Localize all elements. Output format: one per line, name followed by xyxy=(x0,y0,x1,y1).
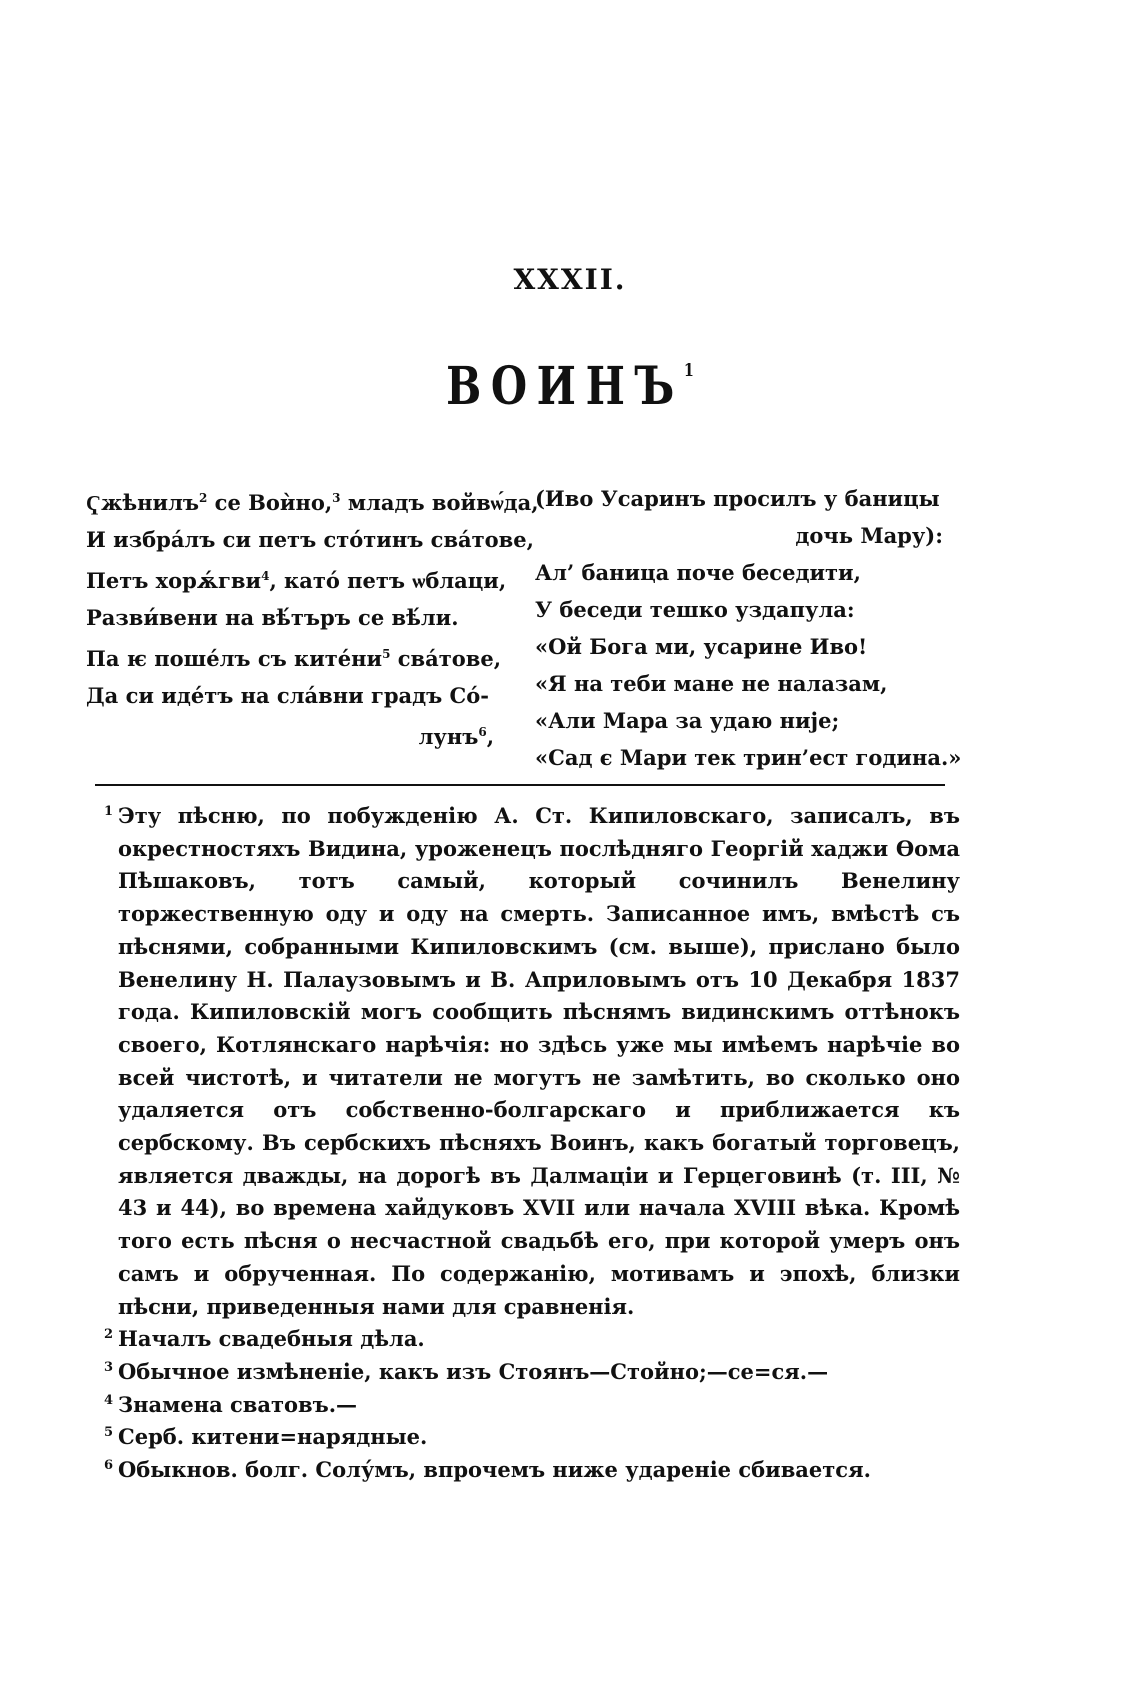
footnote-text: Знамена сватовъ.— xyxy=(118,1391,358,1417)
footnote-mark: 2 xyxy=(199,491,208,505)
footnote xyxy=(104,1421,960,1454)
footnote-number: 1 xyxy=(104,804,114,819)
verse-line: «Сад є Мари тек трин’ест година.» xyxy=(535,745,962,770)
verse-left-column xyxy=(86,480,539,755)
footnotes xyxy=(104,800,960,1487)
verse-text: Да си идéтъ на слáвни градъ Сó- xyxy=(86,683,489,708)
verse-line xyxy=(86,636,502,677)
poem-title-text: ВОИНЪ xyxy=(446,356,684,417)
footnote-text: Серб. китени=нарядные. xyxy=(118,1424,428,1450)
verse-line: «Я на теби мане не налазам, xyxy=(535,671,888,696)
poem-title xyxy=(114,356,1026,417)
verse-text: Петъ хорѫ́гви xyxy=(86,568,262,593)
verse-line xyxy=(86,677,496,714)
footnote-divider xyxy=(95,784,945,786)
title-footnote-mark: 1 xyxy=(683,360,694,381)
footnote-mark: 3 xyxy=(332,491,341,505)
footnote xyxy=(104,1389,960,1422)
footnote xyxy=(104,1356,960,1389)
verse-line xyxy=(86,714,496,755)
verse-text: младъ войвѡ́да, xyxy=(340,490,539,515)
footnote-number: 4 xyxy=(104,1392,114,1408)
verse-line: (Иво Усаринъ просилъ у баницы xyxy=(535,486,940,511)
verse-line xyxy=(86,558,507,599)
verse-line xyxy=(86,599,496,636)
footnote-mark: 6 xyxy=(478,725,487,739)
footnote-mark: 5 xyxy=(382,647,391,661)
verse-text: лунъ xyxy=(418,724,479,749)
footnote-number: 6 xyxy=(104,1458,114,1474)
footnote xyxy=(104,1323,960,1356)
verse-right-column xyxy=(535,480,962,776)
verse-text: И избрáлъ си петъ стóтинъ свáтове, xyxy=(86,527,534,552)
verse-line: «Ой Бога ми, усарине Иво! xyxy=(535,634,868,659)
footnote-text: Обыкнов. болг. Солу́мъ, впрочемъ ниже удареніе сбивается. xyxy=(118,1457,871,1483)
verse-text: Разви́вени на вѣ́търъ се вѣ́ли. xyxy=(86,605,459,630)
verse-text: се Воѝно, xyxy=(207,490,333,515)
footnote-number: 5 xyxy=(104,1425,114,1441)
footnote-text: Началъ свадебныя дѣла. xyxy=(118,1326,425,1352)
verse-line: У беседи тешко уздапула: xyxy=(535,597,855,622)
footnote-text: Обычное измѣненіе, какъ изъ Стоянъ—Стойно;—се=ся.— xyxy=(118,1358,829,1384)
footnote-text: Эту пѣсню, по побужденію А. Ст. Кипиловскаго, записалъ, въ окрестностяхъ Видина, уроженецъ послѣдняго Георгій хаджи Ѳома Пѣшаковъ, тотъ самый, который сочинилъ Венелину торжественную оду и оду на смерть. Записанное имъ, вмѣстѣ съ пѣснями, собранными Кипиловскимъ (см. выше), прислано было Венелину Н. Палаузовымъ и В. Априловымъ отъ 10 Декабря 1837 года. Кипиловскій могъ сообщить пѣснямъ видинскимъ оттѣнокъ своего, Котлянскаго нарѣчія: но здѣсь уже мы имѣемъ нарѣчіе во всей чистотѣ, и читатели не могутъ не замѣтить, во сколько оно удаляется отъ собственно-болгарскаго и приближается къ сербскому. Въ сербскихъ пѣсняхъ Воинъ, какъ богатый торговецъ, является дважды, на дорогѣ въ Далмаціи и Герцеговинѣ (т. III, № 43 и 44), во времена хайдуковъ XVII или начала XVIII вѣка. Кромѣ того есть пѣсня о несчастной свадьбѣ его, при которой умеръ онъ самъ и обрученная. По содержанію, мотивамъ и эпохѣ, близки пѣсни, приведенныя нами для сравненія. xyxy=(118,803,960,1319)
verse-line xyxy=(86,521,534,558)
footnote-number: 2 xyxy=(104,1327,114,1343)
footnote-mark: 4 xyxy=(261,569,270,583)
verse-line xyxy=(86,480,539,521)
footnote xyxy=(104,800,960,1323)
footnote-number: 3 xyxy=(104,1359,114,1375)
verse-text: Па ѥ пошéлъ съ китéни xyxy=(86,646,383,671)
chapter-number: XXXII. xyxy=(513,263,627,296)
footnote xyxy=(104,1454,960,1487)
verse-text: , xyxy=(486,724,494,749)
verse-line: «Али Мара за удаю није; xyxy=(535,708,840,733)
verse-text: Ҁжѣнилъ xyxy=(86,490,199,515)
verse-line: Ал’ баница поче беседити, xyxy=(535,560,861,585)
verse-line: дочь Мару): xyxy=(795,523,943,548)
verse-text: свáтове, xyxy=(390,646,502,671)
verse-text: , като́ петъ ѡблаци, xyxy=(269,568,507,593)
